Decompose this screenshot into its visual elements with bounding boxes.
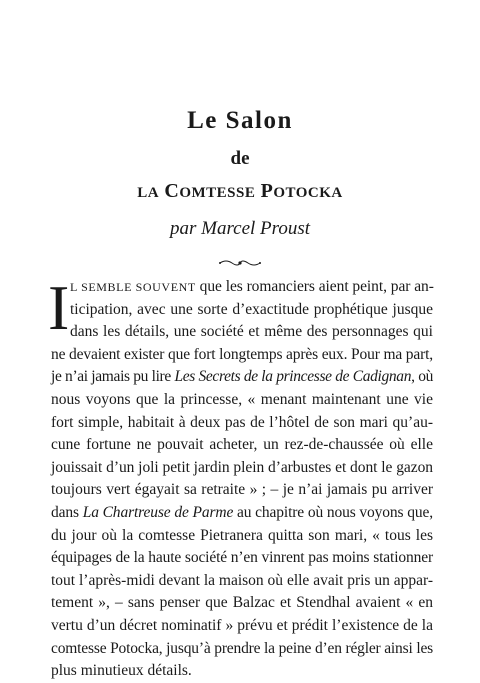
text-line [51, 389, 433, 412]
text-run: cune fortune ne pouvait acheter, un rez-de-chaussée où elle [51, 436, 433, 454]
subtitle-article: LA [137, 185, 160, 201]
book-title-italic: Les Secrets de la princesse de Cadignan [174, 368, 412, 386]
text-run: , où [411, 368, 434, 386]
text-run: comtesse Potocka, jusqu’à prendre la peine d’en régler ainsi les [51, 639, 433, 657]
text-run: plus minutieux détails. [51, 662, 192, 680]
text-run: L SEMBLE SOUVENT [70, 280, 196, 294]
text-run: vertu d’un décret nominatif » prévu et prédit l’existence de la [51, 616, 433, 634]
text-line [51, 276, 433, 299]
text-line [51, 344, 433, 367]
subtitle-word-potocka: OTOCKA [273, 185, 343, 201]
text-run: ne devaient exister que fort longtemps après eux. Pour ma part, [51, 345, 433, 363]
drop-cap: I [48, 272, 70, 343]
book-title-italic: La Chartreuse de Parme [82, 503, 234, 521]
subtitle-word-comtesse: OMTESSE [179, 185, 256, 201]
text-line [51, 615, 433, 638]
text-line [51, 299, 433, 322]
text-line [51, 570, 433, 593]
text-line [51, 321, 433, 344]
chapter-title: Le Salon [187, 107, 293, 134]
ornament-divider-icon [218, 258, 262, 268]
text-line [51, 547, 433, 570]
text-line [51, 366, 433, 389]
text-run: que les romanciers aient peint, par an- [195, 278, 434, 295]
text-run: équipages de la haute société n’en vinrent pas moins stationner [51, 549, 433, 567]
text-run: dans les détails, une société et même des personnages qui [70, 323, 433, 341]
text-run: au chapitre où nous voyons que, [233, 503, 433, 521]
text-line [51, 412, 433, 435]
chapter-subtitle [0, 180, 480, 203]
text-line [51, 479, 433, 502]
text-run: jouissait d’un joli petit jardin plein d’arbustes et dont le gazon [51, 458, 433, 476]
text-run: du jour où la comtesse Pietranera quitta son mari, « tous les [51, 526, 433, 544]
body-paragraph [51, 276, 433, 683]
subtitle-initial-p: P [260, 180, 274, 202]
text-run: ticipation, avec une sorte d’exactitude prophétique jusque [70, 300, 433, 318]
title-connector: de [230, 148, 250, 169]
text-line [51, 434, 433, 457]
text-line [51, 660, 433, 683]
text-run: fort simple, habitait à deux pas de l’hôtel de son mari qu’au- [51, 413, 433, 431]
text-run: toujours vert égayait sa retraite » ; – je n’ai jamais pu arriver [51, 481, 433, 499]
text-line [51, 502, 433, 525]
text-line [51, 638, 433, 661]
text-run: nous voyons que la princesse, « menant maintenant une vie [51, 390, 433, 408]
text-run: tout l’après-midi devant la maison où elle avait pris un appar- [51, 571, 433, 589]
text-run: dans [51, 503, 83, 521]
text-run: tement », – sans penser que Balzac et Stendhal avaient « en [51, 594, 433, 612]
text-line [51, 457, 433, 480]
text-run: je n’ai jamais pu lire [51, 368, 175, 386]
text-line [51, 592, 433, 615]
subtitle-initial-c: C [164, 180, 180, 202]
text-line [51, 525, 433, 548]
author-byline: par Marcel Proust [169, 218, 311, 239]
